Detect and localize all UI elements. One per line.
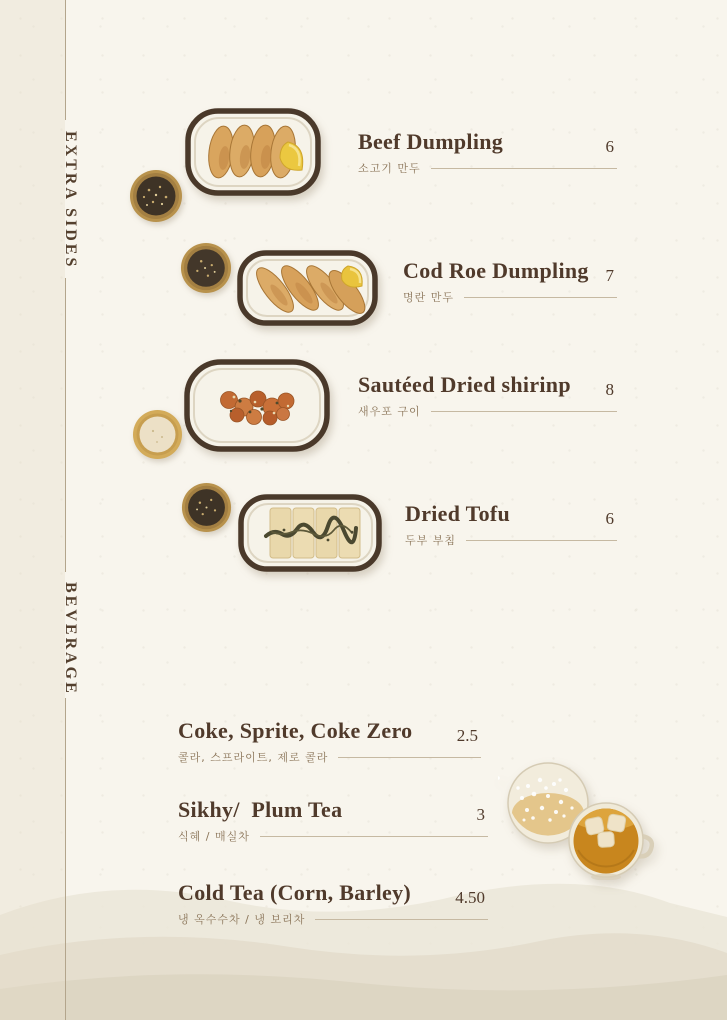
item-price: 6 (605, 509, 614, 529)
item-name: Cod Roe Dumpling (403, 258, 589, 283)
item-price: 3 (476, 805, 485, 825)
item-price: 4.50 (455, 888, 485, 908)
mayo-sauce-dish-photo (132, 409, 183, 460)
item-price: 2.5 (456, 726, 478, 746)
item-name: Cold Tea (Corn, Barley) (178, 880, 412, 905)
divider-line (431, 411, 617, 412)
item-price: 7 (605, 266, 614, 286)
item-name: Coke, Sprite, Coke Zero (178, 718, 413, 743)
sidebar-line-bottom (65, 698, 66, 1020)
divider-line (315, 919, 488, 920)
item-price: 8 (605, 380, 614, 400)
item-name: Dried Tofu (405, 501, 511, 526)
menu-item-sauteed-dried-shrimp (358, 373, 617, 419)
beef-dumpling-photo (183, 106, 323, 198)
dried-tofu-photo (236, 492, 384, 574)
item-korean-name: 식혜 / 매실차 (178, 830, 250, 844)
section-label-extra-sides: EXTRA SIDES (62, 131, 79, 270)
divider-line (260, 836, 488, 837)
item-korean-name: 콜라, 스프라이트, 제로 콜라 (178, 751, 329, 765)
item-korean-name: 냉 옥수수차 / 냉 보리차 (178, 913, 306, 927)
item-price: 6 (605, 137, 614, 157)
soy-sauce-dish-photo (129, 169, 183, 223)
menu-item-cod-roe-dumpling (403, 259, 617, 305)
divider-line (464, 297, 617, 298)
divider-line (466, 540, 617, 541)
divider-line (431, 168, 617, 169)
menu-item-sikhye-plum-tea (178, 798, 488, 844)
menu-item-dried-tofu (405, 502, 617, 548)
item-name: Sikhy/ Plum Tea (178, 797, 343, 822)
soy-sauce-dish-photo (181, 482, 232, 533)
item-korean-name: 두부 부침 (405, 534, 457, 548)
item-korean-name: 새우포 구이 (358, 405, 421, 419)
item-korean-name: 명란 만두 (403, 291, 455, 305)
cod-roe-dumpling-photo (235, 248, 380, 328)
divider-line (338, 757, 481, 758)
item-name: Beef Dumpling (358, 129, 504, 154)
sauteed-dried-shrimp-photo (182, 357, 332, 454)
sikhye-and-iced-tea-photo (498, 758, 656, 880)
sidebar-line-middle (65, 278, 66, 572)
item-korean-name: 소고기 만두 (358, 162, 421, 176)
section-label-beverage: BEVERAGE (62, 582, 79, 696)
sidebar-strip (0, 0, 65, 1020)
menu-item-cold-tea (178, 881, 488, 927)
item-name: Sautéed Dried shirinp (358, 372, 571, 397)
sidebar-line-top (65, 0, 66, 120)
soy-sauce-dish-photo (180, 242, 232, 294)
menu-item-soft-drinks (178, 719, 481, 765)
menu-item-beef-dumpling (358, 130, 617, 176)
